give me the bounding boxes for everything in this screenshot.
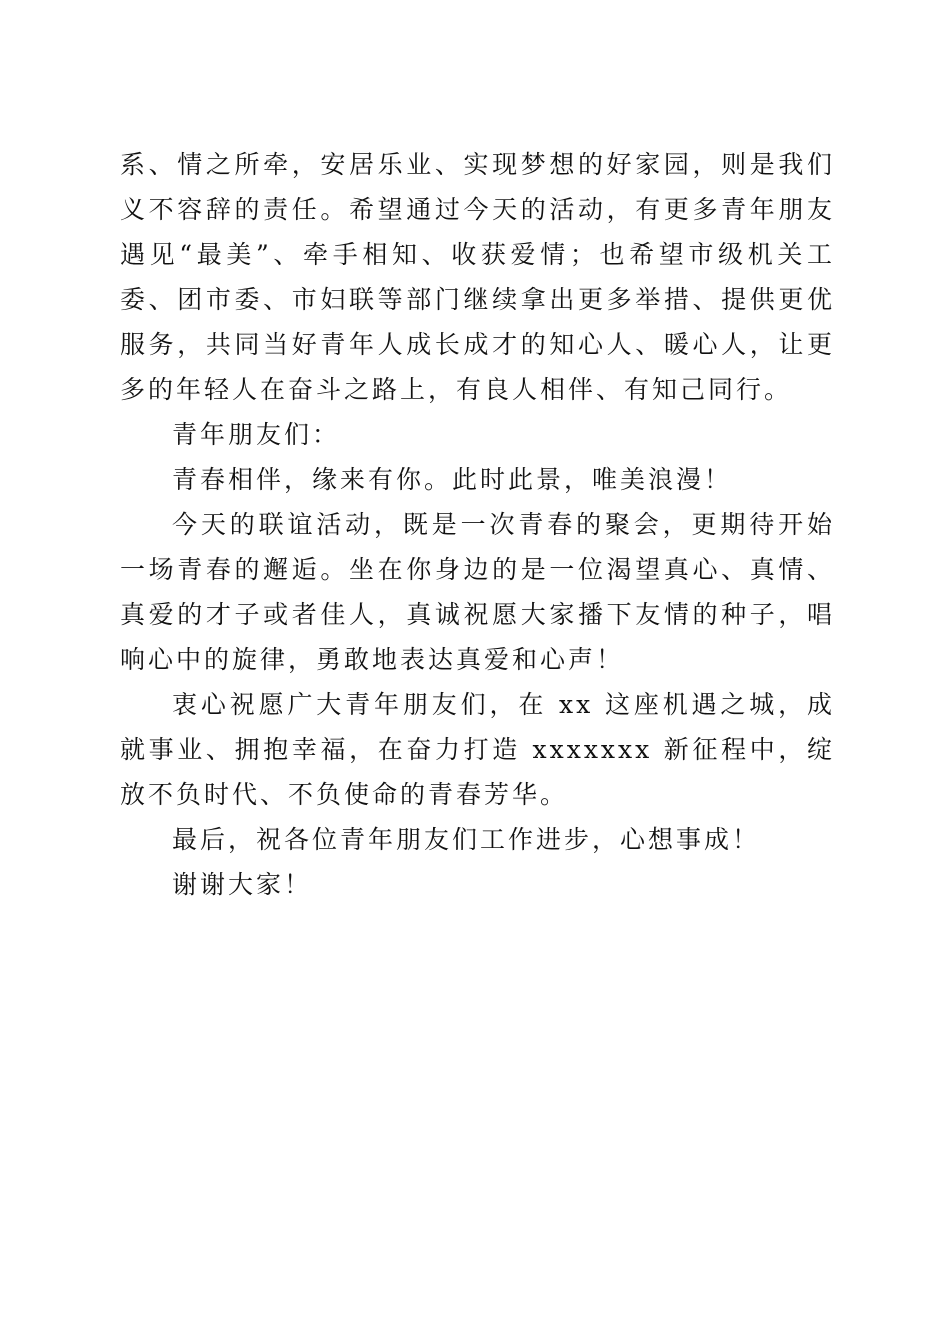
- paragraph-wishes: 衷心祝愿广大青年朋友们，在 xx 这座机遇之城，成就事业、拥抱幸福，在奋力打造 xxxxxxx 新征程中，绽放不负时代、不负使命的青春芳华。: [120, 690, 835, 809]
- document-body: [120, 142, 835, 907]
- paragraph-youth: 青春相伴，缘来有你。此时此景，唯美浪漫！: [172, 465, 733, 494]
- paragraph-thanks: 谢谢大家！: [172, 870, 313, 899]
- paragraph-closing: 最后，祝各位青年朋友们工作进步，心想事成！: [172, 825, 761, 854]
- paragraph-event: 今天的联谊活动，既是一次青春的聚会，更期待开始一场青春的邂逅。坐在你身边的是一位渴望真心、真情、真爱的才子或者佳人，真诚祝愿大家播下友情的种子，唱响心中的旋律，勇敢地表达真爱和心声！: [120, 510, 835, 674]
- paragraph-continuation: 系、情之所牵，安居乐业、实现梦想的好家园，则是我们义不容辞的责任。希望通过今天的活动，有更多青年朋友遇见“最美”、牵手相知、收获爱情；也希望市级机关工委、团市委、市妇联等部门继续拿出更多举措、提供更优服务，共同当好青年人成长成才的知心人、暖心人，让更多的年轻人在奋斗之路上，有良人相伴、有知己同行。: [120, 150, 835, 404]
- paragraph-salutation: 青年朋友们：: [172, 420, 341, 449]
